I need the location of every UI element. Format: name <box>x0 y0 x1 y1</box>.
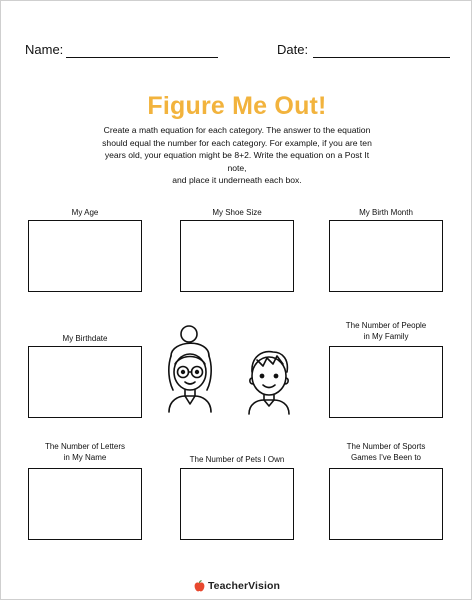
label-people-in-family-line-2: in My Family <box>363 332 409 341</box>
label-letters-in-name-line-2: in My Name <box>63 453 107 462</box>
answer-box-people-in-family[interactable] <box>329 346 443 418</box>
date-label: Date: <box>277 42 309 57</box>
label-sports-games <box>320 441 452 463</box>
girl-illustration <box>169 326 211 412</box>
label-my-age: My Age <box>71 208 99 217</box>
date-line[interactable] <box>313 57 450 58</box>
name-line[interactable] <box>66 57 218 58</box>
label-pets-owned: The Number of Pets I Own <box>189 455 285 464</box>
apple-icon <box>194 580 205 592</box>
label-letters-in-name-line-1: The Number of Letters <box>44 442 126 451</box>
teachervision-logo <box>194 580 280 592</box>
answer-box-my-birth-month[interactable] <box>329 220 443 292</box>
instructions <box>100 124 374 187</box>
answer-box-my-birthdate[interactable] <box>28 346 142 418</box>
answer-box-pets-owned[interactable] <box>180 468 294 540</box>
footer-logo <box>0 580 474 595</box>
answer-box-letters-in-name[interactable] <box>28 468 142 540</box>
label-my-shoe-size: My Shoe Size <box>212 208 262 217</box>
label-sports-games-line-1: The Number of Sports <box>346 442 426 451</box>
label-my-birth-month: My Birth Month <box>359 208 413 217</box>
answer-box-my-shoe-size[interactable] <box>180 220 294 292</box>
label-sports-games-line-2: Games I've Been to <box>350 453 421 462</box>
name-label: Name: <box>25 42 64 57</box>
boy-illustration <box>249 352 289 414</box>
page-title: Figure Me Out! <box>147 92 327 120</box>
answer-box-my-age[interactable] <box>28 220 142 292</box>
kids-illustration <box>163 320 311 426</box>
instructions-line-3: years old, your equation might be 8+2. Write the equation on a Post It note, <box>104 150 370 173</box>
instructions-line-2: should equal the number for each category. For example, if you are ten <box>102 137 372 148</box>
answer-box-sports-games[interactable] <box>329 468 443 540</box>
instructions-line-4: and place it underneath each box. <box>172 175 302 186</box>
instructions-line-1: Create a math equation for each category. The answer to the equation <box>103 125 371 135</box>
label-people-in-family-line-1: The Number of People <box>345 321 427 330</box>
footer-brand: TeacherVision <box>207 580 281 592</box>
label-letters-in-name <box>20 441 150 463</box>
label-my-birthdate: My Birthdate <box>62 334 108 343</box>
label-people-in-family <box>320 320 452 342</box>
